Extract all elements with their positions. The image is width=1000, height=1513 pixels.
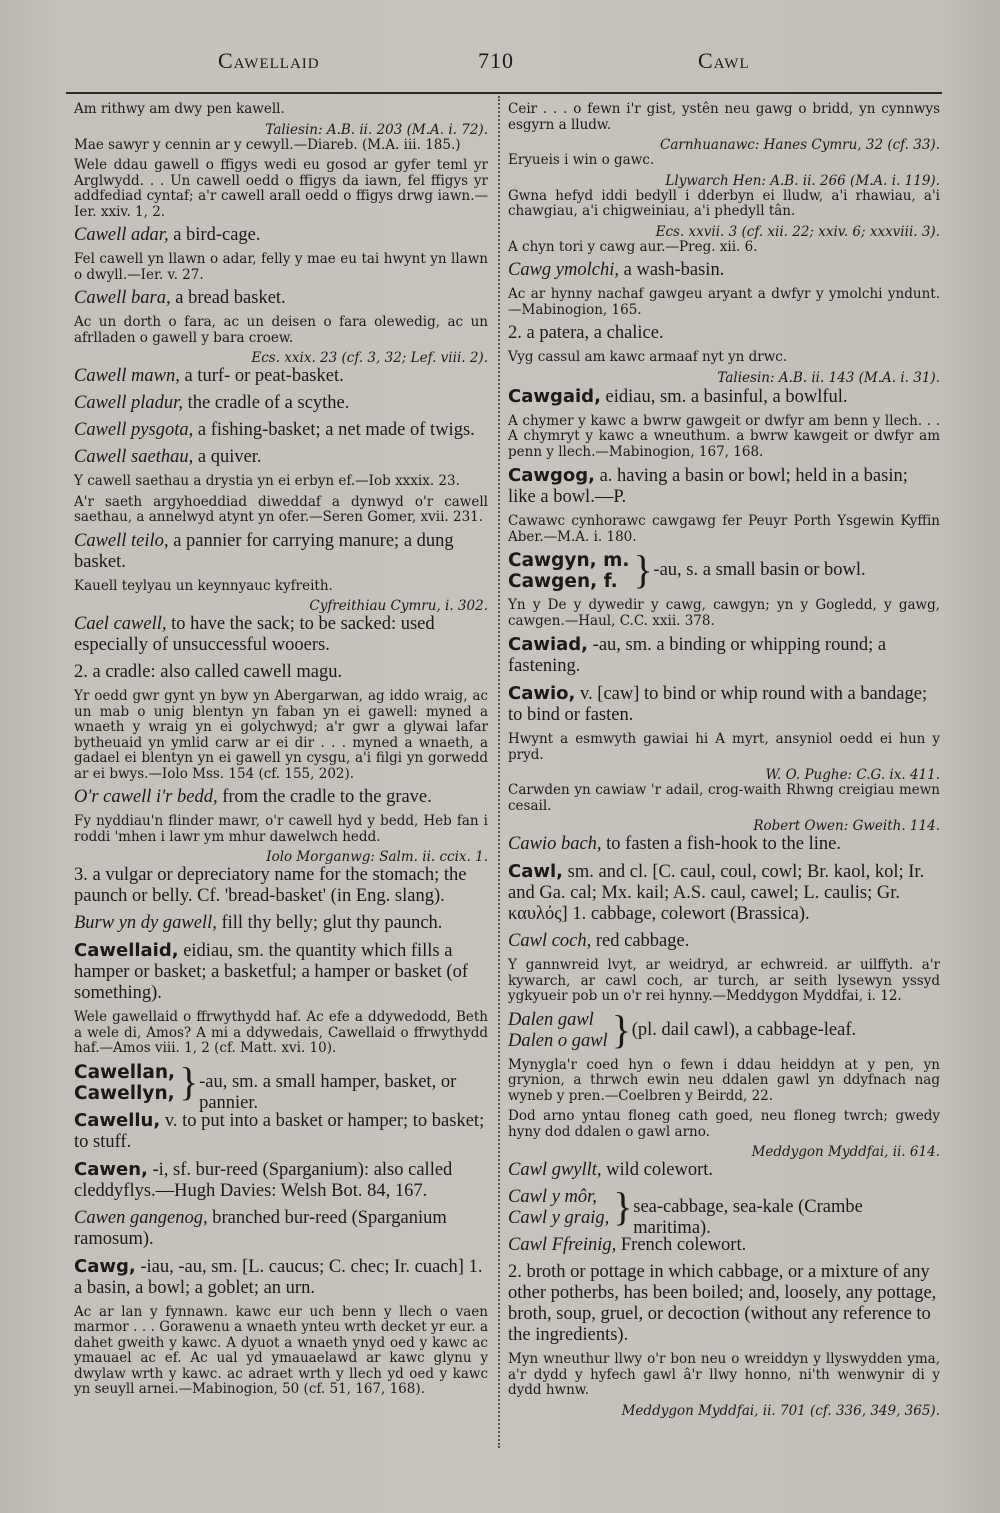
definition-text: sm. and cl. [C. caul, coul, cowl; Br. kaol, kol; Ir. and Ga. cal; Mx. kail; A.S. caul, cawel; L. caulis; Gr. καυλός] 1. cabbage, colewort (Brassica). (508, 862, 925, 924)
subentry-phrase: Cawell adar, (74, 225, 169, 245)
definition-text: -i, sf. bur-reed (Sparganium): also called cleddyflys.—Hugh Davies: Welsh Bot. 84, 167. (74, 1159, 453, 1201)
right-column (508, 102, 940, 1419)
brace-symbol: } (179, 1058, 199, 1104)
definition-text: eidiau, sm. a basinful, a bowlful. (600, 386, 848, 407)
header-rule (66, 92, 942, 94)
definition-text: eidiau, sm. the quantity which fills a hamper or basket; a basketful; a hamper or basket (of something). (74, 941, 469, 1003)
definition-text: to fasten a fish-hook to the line. (601, 834, 841, 854)
headword: Cawiad, (508, 634, 589, 655)
citation-source: Llywarch Hen: A.B. ii. 266 (M.A. i. 119). (665, 172, 940, 189)
citation-source: Taliesin: A.B. ii. 203 (M.A. i. 72). (265, 121, 488, 138)
definition-text: from the cradle to the grave. (217, 787, 432, 807)
subentry-phrase: Cawg ymolchi, (508, 260, 619, 280)
definition-text: a quiver. (193, 447, 262, 467)
citation-source: Meddygon Myddfai, ii. 614. (751, 1144, 940, 1160)
definition-text: a bread basket. (170, 288, 286, 308)
citation-source: Cyfreithiau Cymru, i. 302. (309, 598, 488, 614)
quotation: Myn wneuthur llwy o'r bon neu o wreiddyn y llyswydden yma, a'r dydd y hyfech gawl â'r llwy honno, ni'th wenwynir di y dydd hwnw. (508, 1351, 940, 1398)
quotation: A chyn tori y cawg aur.—Preg. xii. 6. (508, 238, 758, 255)
headword: Cawl y graig, (508, 1208, 610, 1228)
definition-text: a pannier for carrying manure; a dung basket. (74, 530, 454, 572)
quotation: Yr oedd gwr gynt yn byw yn Abergarwan, ag iddo wraig, ac un mab o unig blentyn yn faban yn ei gawell: myned a wnaeth y wraig yn ei golychwyd; a'r gwr a glywai lafar bytheuaid yn ymlid carw ar ei dir . . . myned a wnaeth, a gadael ei blentyn yn ei gawell yn cysgu, a'i filgi yn gorwedd ar ei bwys.—Iolo Mss. 154 (cf. 155, 202). (74, 688, 488, 782)
headword-entry (74, 1256, 488, 1299)
sense-entry (74, 614, 488, 656)
headword-entry (508, 386, 940, 408)
headword: Cawen, (74, 1158, 148, 1180)
subentry-phrase: O'r cawell i'r bedd, (74, 787, 218, 807)
definition-text: a turf- or peat-basket. (179, 366, 344, 386)
paired-headwords (74, 1058, 488, 1113)
brace-symbol: } (613, 1184, 633, 1229)
citation-source: W. O. Pughe: C.G. ix. 411. (765, 767, 940, 783)
headword-entry (74, 1110, 488, 1153)
definition-text: sea-cabbage, sea-kale (Crambe maritima). (633, 1197, 863, 1238)
sense-entry (74, 787, 488, 808)
sense-entry (74, 366, 488, 387)
definition-text: 2. a patera, a chalice. (508, 323, 664, 343)
quotation: Carwden yn cawiaw 'r adail, crog-waith Rhwng creigiau mewn cesail. (508, 782, 940, 814)
sense-entry (74, 393, 488, 414)
sense-entry (74, 447, 488, 468)
sense-entry (74, 288, 488, 309)
definition-text: a. having a basin or bowl; held in a basin; like a bowl.—P. (508, 466, 908, 507)
subentry-phrase: Cawell teilo, (74, 530, 169, 551)
sense-entry (74, 865, 488, 907)
headword: Cawl, (508, 861, 563, 882)
quotation: A chymer y kawc a bwrw gawgeit or dwfyr am benn y llech. . . A chymryt y kawc a wneuthum. a bwrw kawgeit or dwfyr am penn y llech.—Mabinogion, 167, 168. (508, 412, 940, 460)
quotation: Kauell teylyau un keynnyauc kyfreith. (74, 577, 333, 594)
quotation: Ac ar lan y fynnawn. kawc eur uch benn y llech o vaen marmor . . . Gorawenu a wnaeth ynteu wrth decket yr eur. a dahet gweith y kawc. A dyuot a wnaeth ynyd oed y kawc ac ymauael ac ef. Ac ual yd ymauaelawd ar kawc glynu y dwylaw wrth y kawc. ac adraet wrth y llech yd oed y kawc yn seuyll arnei.—Mabinogion, 50 (cf. 51, 167, 168). (74, 1303, 488, 1397)
subentry-phrase: Burw yn dy gawell, (74, 913, 217, 933)
sense-entry (508, 323, 940, 344)
headword: Cawellaid, (74, 940, 179, 961)
definition-text: French colewort. (616, 1235, 747, 1255)
headword-entry (74, 940, 488, 1004)
definition-text: v. [caw] to bind or whip round with a bandage; to bind or fasten. (508, 684, 928, 725)
definition-text: -au, sm. a binding or whipping round; a fastening. (508, 635, 887, 676)
running-header (0, 48, 1000, 82)
definition-text: a bird-cage. (168, 225, 261, 245)
left-column (74, 102, 488, 1403)
headword: Dalen gawl (508, 1009, 594, 1030)
quotation: Hwynt a esmwyth gawiai hi A myrt, ansyniol oedd ei hun y pryd. (508, 731, 940, 763)
definition-text: v. to put into a basket or hamper; to basket; to stuff. (74, 1110, 485, 1152)
headword: Cawellan, (74, 1061, 176, 1083)
sense-entry (508, 1160, 940, 1181)
definition-text: a fishing-basket; a net made of twigs. (193, 420, 475, 440)
definition-text: -au, sm. a small hamper, basket, or pannier. (199, 1071, 457, 1113)
quotation: Dod arno yntau floneg cath goed, neu floneg twrch; gwedy hyny dod ddalen o gawl arno. (508, 1108, 940, 1140)
definition-text: red cabbage. (591, 931, 690, 951)
headword-entry (508, 634, 940, 677)
column-divider (498, 96, 501, 1448)
quotation: Yn y De y dywedir y cawg, cawgyn; yn y Gogledd, y gawg, cawgen.—Haul, C.C. xxii. 378. (508, 597, 940, 629)
sense-entry (508, 931, 940, 952)
definition-text: a wash-basin. (619, 260, 725, 280)
quotation: Gwna hefyd iddi bedyll i dderbyn ei lludw, a'i rhawiau, a'i chawgiau, a'i chigweiniau, a'i phedyll tân. (508, 187, 940, 219)
definition-text: -au, s. a small basin or bowl. (653, 560, 866, 580)
brace-symbol: } (633, 547, 653, 592)
quotation: Ac ar hynny nachaf gawgeu aryant a dwfyr y ymolchi yndunt.—Mabinogion, 165. (508, 286, 940, 318)
quotation: Fy nyddiau'n flinder mawr, o'r cawell hyd y bedd, Heb fan i roddi 'mhen i lawr ym mhur dawelwch hedd. (74, 813, 488, 845)
quotation: Eryueis i win o gawc. (508, 152, 655, 168)
quotation: Vyg cassul am kawc armaaf nyt yn drwc. (508, 349, 788, 365)
definition-text: (pl. dail cawl), a cabbage-leaf. (631, 1019, 857, 1040)
sense-entry (508, 1262, 940, 1346)
headword: Dalen o gawl (508, 1030, 608, 1051)
headword-entry (508, 861, 940, 925)
headword: Cawgog, (508, 465, 595, 486)
headword: Cawellyn, (74, 1082, 175, 1104)
quotation: Mae sawyr y cennin ar y cewyll.—Diareb. (M.A. iii. 185.) (74, 136, 461, 153)
headword-entry (508, 683, 940, 726)
headword-entry (508, 465, 940, 508)
definition-text: fill thy belly; glut thy paunch. (216, 913, 443, 933)
sense-entry (74, 662, 488, 683)
quotation: Wele ddau gawell o ffigys wedi eu gosod ar gyfer teml yr Arglwydd. . . Un cawell oedd o ffigys da iawn, fel ffigys yr addfediad cyntaf; a'r cawell arall oedd o ffigys drwg iawn.—Ier. xxiv. 1, 2. (74, 157, 488, 220)
quotation: Wele gawellaid o ffrwythydd haf. Ac efe a ddywedodd, Beth a wele di, Amos? A mi a ddywedais, Cawellaid o ffrwythydd haf.—Amos viii. 1, 2 (cf. Matt. xvi. 10). (74, 1009, 488, 1056)
citation-source: Robert Owen: Gweith. 114. (753, 818, 940, 834)
citation-source: Meddygon Myddfai, ii. 701 (cf. 336, 349, 365). (621, 1402, 940, 1419)
subentry-phrase: Cawl Ffreinig, (508, 1235, 617, 1255)
quotation: Cawawc cynhorawc cawgawg fer Peuyr Porth Ysgewin Kyffin Aber.—M.A. i. 180. (508, 513, 940, 545)
headword: Cawl y môr, (508, 1187, 597, 1207)
subentry-phrase: Cawio bach, (508, 834, 602, 854)
paired-headwords (508, 1184, 940, 1238)
definition-text: branched bur-reed (Sparganium ramosum). (74, 1207, 447, 1249)
header-right-guideword: Cawl (698, 48, 750, 73)
definition-text: wild colewort. (601, 1160, 714, 1180)
subentry-phrase: Cawl gwyllt, (508, 1160, 602, 1180)
subentry-phrase: Cawen gangenog, (74, 1207, 208, 1228)
sense-entry (74, 225, 488, 246)
quotation: Ac un dorth o fara, ac un deisen o fara olewedig, ac un afrlladen o gawell y bara croew. (74, 314, 488, 346)
paired-headwords (508, 1006, 940, 1052)
subentry-phrase: Cawell saethau, (74, 447, 194, 467)
citation-source: Carnhuanawc: Hanes Cymru, 32 (cf. 33). (659, 137, 940, 153)
definition-text: the cradle of a scythe. (182, 393, 350, 413)
headword: Cawgyn, m. (508, 550, 630, 571)
subentry-phrase: Cawell mawn, (74, 366, 180, 386)
subentry-phrase: Cawell pladur, (74, 393, 183, 413)
sense-entry (74, 913, 488, 934)
brace-symbol: } (611, 1006, 631, 1052)
sense-entry (74, 531, 488, 573)
headword: Cawgaid, (508, 385, 601, 407)
subentry-phrase: Cael cawell, (74, 614, 167, 634)
headword: Cawio, (508, 683, 576, 704)
sense-entry (508, 834, 940, 855)
definition-text: 3. a vulgar or depreciatory name for the stomach; the paunch or belly. Cf. 'bread-basket' (in Eng. slang). (74, 865, 467, 906)
citation-source: Iolo Morganwg: Salm. ii. ccix. 1. (266, 849, 488, 865)
subentry-phrase: Cawell bara, (74, 288, 171, 308)
citation-source: Ecs. xxvii. 3 (cf. xii. 22; xxiv. 6; xxxviii. 3). (655, 223, 940, 240)
headword: Cawgen, f. (508, 571, 618, 592)
sense-entry (74, 1208, 488, 1250)
headword: Cawg, (74, 1255, 136, 1277)
page-number: 710 (478, 48, 514, 73)
subentry-phrase: Cawl coch, (508, 931, 592, 951)
citation-source: Taliesin: A.B. ii. 143 (M.A. i. 31). (717, 369, 940, 386)
definition-text: to have the sack; to be sacked: used especially of unsuccessful wooers. (74, 614, 435, 655)
headword: Cawellu, (74, 1109, 161, 1131)
definition-text: -iau, -au, sm. [L. caucus; C. chec; Ir. cuach] 1. a basin, a bowl; a goblet; an urn. (74, 1256, 483, 1298)
citation-source: Ecs. xxix. 23 (cf. 3, 32; Lef. viii. 2). (251, 350, 488, 366)
sense-entry (508, 260, 940, 281)
quotation: Am rithwy am dwy pen kawell. (74, 101, 285, 117)
subentry-phrase: Cawell pysgota, (74, 420, 194, 440)
quotation: A'r saeth argyhoeddiad diweddaf a dynwyd o'r cawell saethau, a annelwyd atynt yn ofer.—Seren Gomer, xvii. 231. (74, 493, 488, 525)
definition-text: 2. a cradle: also called cawell magu. (74, 662, 343, 682)
headword-entry (74, 1159, 488, 1202)
definition-text: 2. broth or pottage in which cabbage, or a mixture of any other potherbs, has been boiled; and, loosely, any pottage, broth, soup, gruel, or decoction (without any reference to the ingredients). (508, 1262, 937, 1345)
quotation: Mynygla'r coed hyn o fewn i ddau heiddyn at y pen, yn grynion, a thrwch ewin neu ddalen gawl yn ddyfnach nag wyneb y pren.—Coelbren y Beirdd, 22. (508, 1056, 940, 1104)
paired-headwords (508, 547, 940, 592)
quotation: Y gannwreid lvyt, ar weidryd, ar echwreid. ar uilffyth. a'r kywarch, ar cawl coch, ar turch, ar seith lysewyn yssyd ygkyueir pob un o'r rei hynny.—Meddygon Myddfai, i. 12. (508, 957, 940, 1004)
header-left-guideword: Cawellaid (218, 48, 320, 73)
quotation: Fel cawell yn llawn o adar, felly y mae eu tai hwynt yn llawn o dwyll.—Ier. v. 27. (74, 251, 488, 283)
quotation: Y cawell saethau a drystia yn ei erbyn ef.—Iob xxxix. 23. (74, 473, 460, 489)
sense-entry (74, 420, 488, 441)
quotation: Ceir . . . o fewn i'r gist, ystên neu gawg o bridd, yn cynnwys esgyrn a lludw. (508, 101, 940, 133)
